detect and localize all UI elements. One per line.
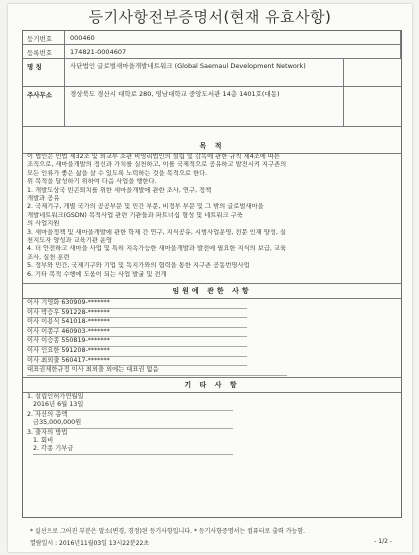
purpose-line: 이 법인은 민법 제32조 및 외교부 소관 비영리법인의 설립 및 감독에 관한 규칙 제4조에 따른 bbox=[27, 153, 280, 160]
corp-number-label: 등록번호 bbox=[23, 45, 65, 58]
reg-number-row bbox=[23, 31, 401, 45]
purpose-line: 조직으로, 새마을개발의 정신과 가치를 실천하고, 이를 국제적으로 공유하고 발전시켜 지구촌의 bbox=[27, 161, 287, 169]
misc-line: 2. 자산의 총액 bbox=[27, 410, 68, 418]
purpose-text bbox=[27, 153, 397, 279]
purpose-line: 4. 더 안전하고 새마을 사업 및 특히 지속가능한 새마을개발과 발전에 필요한 지식의 보급, 교육 bbox=[27, 245, 287, 253]
officer-entry: 이사 이승종 550819-******* bbox=[27, 337, 247, 347]
purpose-line: 위 목적을 달성하기 위하여 다음 사업을 행한다. bbox=[27, 178, 157, 186]
purpose-line: 천지도자 양성과 교육기관 운영 bbox=[27, 237, 113, 245]
reg-number-label: 등기번호 bbox=[23, 31, 65, 44]
purpose-line: 6. 기타 목적 수행에 도움이 되는 사업 발굴 및 전개 bbox=[27, 270, 167, 278]
misc-line: 1. 설립인허가연월일 bbox=[27, 393, 84, 400]
officer-entry: 이사 이용식 541018-******* bbox=[27, 318, 247, 328]
purpose-line: 개발과 공유 bbox=[27, 195, 60, 203]
document-page bbox=[8, 4, 412, 552]
purpose-line: 5. 정부와 민간, 국제기구와 기업 및 독지가와의 협력을 통한 지구촌 공동번영사업 bbox=[27, 262, 250, 270]
name-value: 사단법인 글로벌새마을개발네트워크 (Global Saemaul Development Network) bbox=[70, 62, 306, 70]
officer-entry: 이사 인요한 591208-******* bbox=[27, 347, 247, 357]
issued-timestamp: 열람일시 : 2016년11월03일 13시22분22초 bbox=[30, 540, 150, 547]
address-side-cell bbox=[343, 87, 401, 126]
registry-frame bbox=[22, 30, 402, 518]
address-value: 경상북도 경산시 대학로 280, 영남대학교 중앙도서관 14층 1401호(대동) bbox=[70, 90, 280, 98]
misc-text bbox=[27, 393, 397, 455]
officers-list bbox=[27, 299, 397, 376]
address-row bbox=[23, 87, 401, 127]
officers-heading: 임원에 관한 사항 bbox=[23, 283, 401, 299]
purpose-line: 3. 새마을정책 및 새마을개발에 관한 학제 간 연구, 지식공유, 시범사업운영, 전문 인재 양성, 실 bbox=[27, 228, 287, 236]
purpose-line: 조사, 실천 훈련 bbox=[27, 253, 70, 261]
misc-heading: 기 타 사 항 bbox=[23, 377, 401, 393]
misc-line: 2. 각종 기부금 bbox=[27, 445, 397, 454]
purpose-heading: 목 적 bbox=[23, 139, 401, 154]
document-title: 등기사항전부증명서(현재 유효사항) bbox=[88, 8, 332, 26]
purpose-line: 2. 국제기구, 개별 국가의 공공부문 및 민간 부문, 비정부 부문 및 그 밖의 글로벌새마을 bbox=[27, 203, 264, 211]
name-side-cell bbox=[343, 59, 401, 86]
purpose-line: 모든 인류가 좋은 삶을 살 수 있도록 노력하는 것을 목적으로 한다. bbox=[27, 169, 208, 177]
misc-line: 금35,000,000원 bbox=[27, 419, 397, 428]
officer-entry: 이사 박승우 591228-******* bbox=[27, 309, 247, 319]
footnote: * 실선으로 그어진 부분은 말소(변경, 경정)된 등기사항입니다. * 등기사항증명서는 컴퓨터로 출력 가능함. bbox=[30, 528, 306, 535]
misc-line: 2016년 6월 13일 bbox=[27, 401, 397, 410]
name-row bbox=[23, 59, 401, 87]
page-number: - 1/2 - bbox=[374, 538, 392, 545]
purpose-line: 1. 개발도상국 빈곤퇴치를 위한 새마을개발에 관한 조사, 연구, 정책 bbox=[27, 186, 212, 194]
reg-number-value: 000460 bbox=[65, 31, 401, 44]
corp-number-value: 174821-0004607 bbox=[65, 45, 401, 58]
address-label: 주사무소 bbox=[23, 87, 65, 126]
corp-number-row bbox=[23, 45, 401, 59]
name-label: 명 칭 bbox=[23, 59, 65, 86]
officer-entry: 이사 이종구 460903-******* bbox=[27, 328, 247, 338]
officer-entry: 이사 기영화 630909-******* bbox=[27, 299, 247, 309]
purpose-line: 의 사업지원 bbox=[27, 220, 60, 228]
purpose-line: 개발네트워크(GSDN) 목적사업 관련 기관들과 파트너십 형성 및 네트워크 구축 bbox=[27, 211, 243, 219]
misc-line: 1. 회비 bbox=[33, 437, 54, 445]
officer-entry: 이사 최외출 560417-******* bbox=[27, 357, 247, 367]
representation-rule: 대표권제한규정 이사 최외출 외에는 대표권 없음 bbox=[27, 366, 287, 376]
misc-line: 3. 출자의 방법 bbox=[27, 428, 68, 436]
